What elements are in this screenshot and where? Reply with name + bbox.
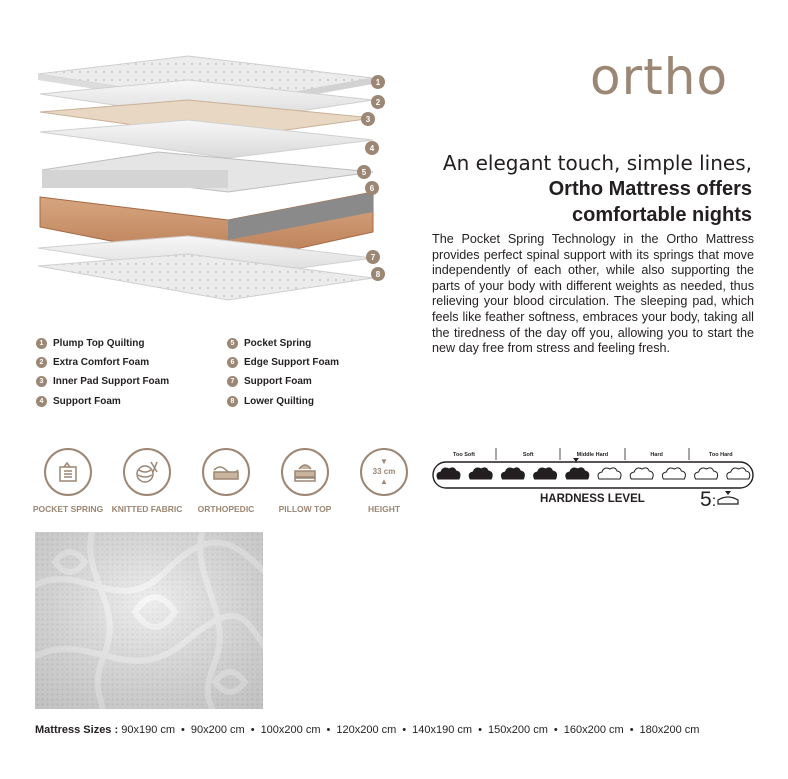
legend-label: Support Foam: [244, 376, 312, 388]
size-option: 140x190 cm: [412, 724, 473, 736]
legend-item: [36, 353, 169, 372]
size-separator: •: [326, 724, 331, 736]
size-option: 180x200 cm: [639, 724, 700, 736]
legend-label: Extra Comfort Foam: [53, 357, 150, 369]
headline-line-2: Ortho Mattress offers: [548, 178, 752, 200]
legend-label: Support Foam: [53, 395, 121, 407]
hardness-level-title: HARDNESS LEVEL: [540, 493, 645, 505]
legend-label: Pocket Spring: [244, 338, 312, 350]
legend-item: [36, 372, 169, 391]
hardness-level-label: Hard: [650, 452, 663, 458]
arrow-up-icon: ▲: [380, 477, 388, 486]
headline-line-1: An elegant touch, simple lines,: [442, 151, 752, 175]
callout-5: 5: [361, 168, 367, 177]
hardness-value-number: 5: [700, 488, 712, 511]
pocket-spring-icon: [44, 448, 92, 496]
size-separator: •: [402, 724, 407, 736]
legend-item: [227, 353, 339, 372]
hardness-level-label: Middle Hard: [576, 452, 609, 458]
size-separator: •: [250, 724, 255, 736]
layer-legend-right: [227, 334, 339, 411]
hardness-level-label: Too Hard: [708, 452, 733, 458]
callout-1: 1: [375, 78, 381, 87]
size-separator: •: [553, 724, 558, 736]
callout-6: 6: [369, 184, 375, 193]
headline-line-3: comfortable nights: [571, 204, 752, 226]
callout-7: 7: [370, 253, 376, 262]
knitted-fabric-icon: [123, 448, 171, 496]
size-separator: •: [629, 724, 634, 736]
headline: [443, 150, 752, 228]
mattress-sizes: [35, 724, 699, 736]
height-icon: [360, 448, 408, 496]
size-separator: •: [478, 724, 482, 736]
hardness-level-label: Too Soft: [453, 452, 475, 458]
callout-3: 3: [365, 115, 371, 124]
feature-pocket-spring: [28, 448, 108, 514]
orthopedic-icon: [202, 448, 250, 496]
feature-label: POCKET SPRING: [32, 504, 104, 514]
mattress-firmness-icon: [716, 488, 740, 512]
legend-item: [227, 372, 339, 391]
legend-number-badge: 3: [36, 376, 47, 387]
size-option: 120x200 cm: [336, 724, 397, 736]
legend-number-badge: 5: [227, 338, 238, 349]
size-option: 100x200 cm: [260, 724, 321, 736]
size-separator: •: [181, 724, 185, 736]
sizes-label: Mattress Sizes :: [35, 724, 119, 736]
feature-label: ORTHOPEDIC: [197, 504, 255, 514]
legend-number-badge: 1: [36, 338, 47, 349]
legend-number-badge: 7: [227, 376, 238, 387]
hardness-value-suffix: :: [711, 493, 717, 510]
size-option: 160x200 cm: [563, 724, 624, 736]
hardness-level-label: Soft: [522, 452, 534, 458]
callout-8: 8: [375, 270, 381, 279]
feature-pillow-top: [265, 448, 345, 514]
legend-number-badge: 2: [36, 357, 47, 368]
callout-4: 4: [369, 144, 375, 153]
legend-number-badge: 8: [227, 396, 238, 407]
size-option: 150x200 cm: [487, 724, 548, 736]
legend-number-badge: 4: [36, 396, 47, 407]
product-description: The Pocket Spring Technology in the Ortho Mattress provides perfect spinal support with its springs that move independently of each other, while also supporting the parts of your body with different weights as needed, thus relieving your blood circulation. The sleeping pad, which feels like feather softness, embraces your body, taking all the tiredness of the day off you, allowing you to start the new day free from stress and feeling fresh.: [432, 232, 754, 356]
feature-orthopedic: [186, 448, 266, 514]
legend-number-badge: 6: [227, 357, 238, 368]
legend-label: Plump Top Quilting: [53, 338, 145, 350]
feature-label: HEIGHT: [367, 504, 401, 514]
hardness-level-value: [700, 488, 740, 512]
legend-label: Inner Pad Support Foam: [53, 376, 170, 388]
legend-item: [36, 392, 169, 411]
arrow-down-icon: ▼: [380, 457, 388, 466]
pillow-top-icon: [281, 448, 329, 496]
size-option: 90x200 cm: [190, 724, 245, 736]
fabric-closeup-image: [35, 532, 263, 709]
brand-logo-text: ortho: [590, 48, 729, 106]
feature-label: PILLOW TOP: [278, 504, 332, 514]
callout-2: 2: [375, 98, 381, 107]
size-option: 90x190 cm: [121, 724, 176, 736]
legend-item: [227, 392, 339, 411]
height-value: 33 cm: [372, 467, 396, 476]
legend-label: Lower Quilting: [244, 395, 314, 407]
legend-item: [36, 334, 169, 353]
feature-knitted-fabric: [107, 448, 187, 514]
feature-label: KNITTED FABRIC: [111, 504, 183, 514]
layer-legend-left: [36, 334, 169, 411]
feature-height: [344, 448, 424, 514]
mattress-layers-illustration: [28, 52, 398, 312]
legend-item: [227, 334, 339, 353]
legend-label: Edge Support Foam: [244, 357, 339, 369]
layer-support-foam-top: [40, 120, 373, 158]
